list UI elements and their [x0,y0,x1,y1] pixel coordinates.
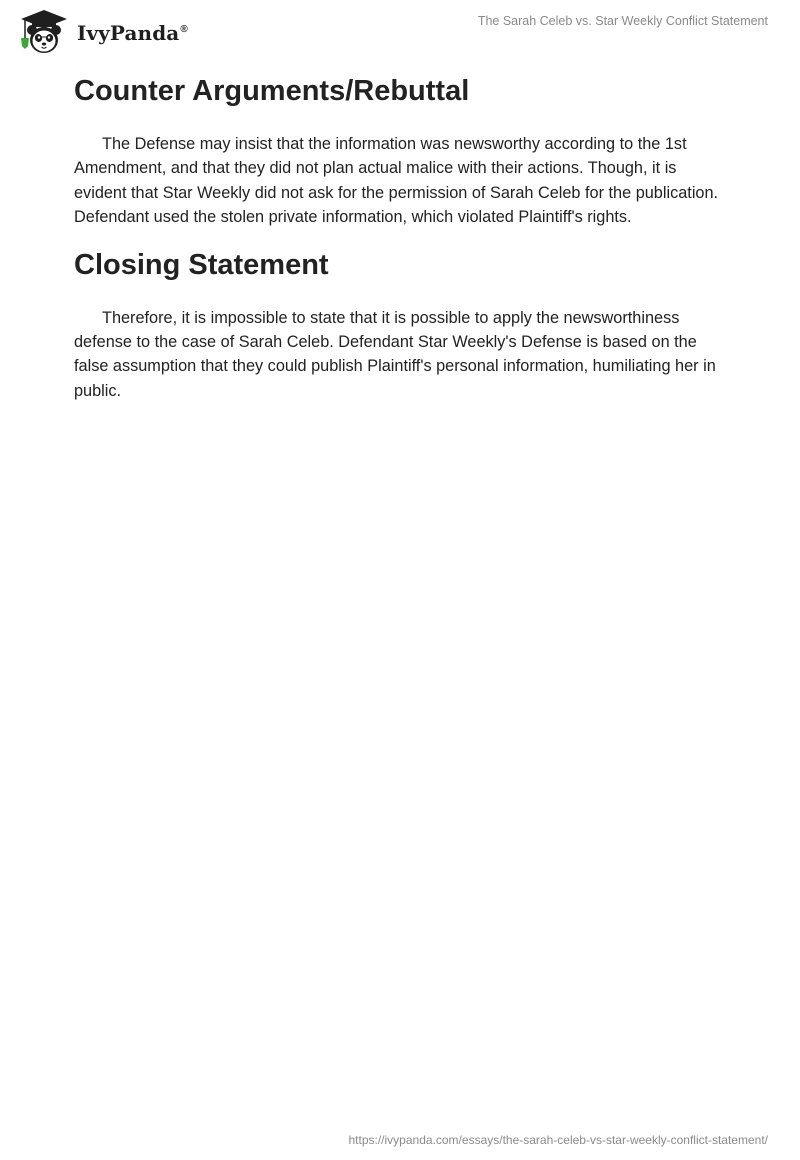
panda-graduation-cap-icon [15,8,73,56]
ivypanda-logo[interactable] [15,8,188,56]
page-header [0,0,800,60]
section-heading-counter-arguments: Counter Arguments/Rebuttal [74,75,470,107]
section-heading-closing-statement: Closing Statement [74,248,329,281]
brand-name [77,21,188,45]
essay-content [74,72,724,403]
section-body-counter-arguments: The Defense may insist that the information was newsworthy according to the 1st Amendment, and that they did not plan actual malice with their actions. Though, it is evident that Star Weekly did not ask for the permission of Sarah Celeb for the publication. Defendant used the stolen private information, which violated Plaintiff's rights. [74,135,719,227]
source-url[interactable]: https://ivypanda.com/essays/the-sarah-celeb-vs-star-weekly-conflict-statement/ [348,1133,768,1147]
brand-name-text: IvyPanda [77,21,180,45]
brand-registered-mark: ® [180,24,188,36]
section-body-closing-statement: Therefore, it is impossible to state that it is possible to apply the newsworthiness defense to the case of Sarah Celeb. Defendant Star Weekly's Defense is based on the false assumption that they could publish Plaintiff's personal information, humiliating her in public. [74,308,716,400]
document-title: The Sarah Celeb vs. Star Weekly Conflict Statement [477,14,768,28]
